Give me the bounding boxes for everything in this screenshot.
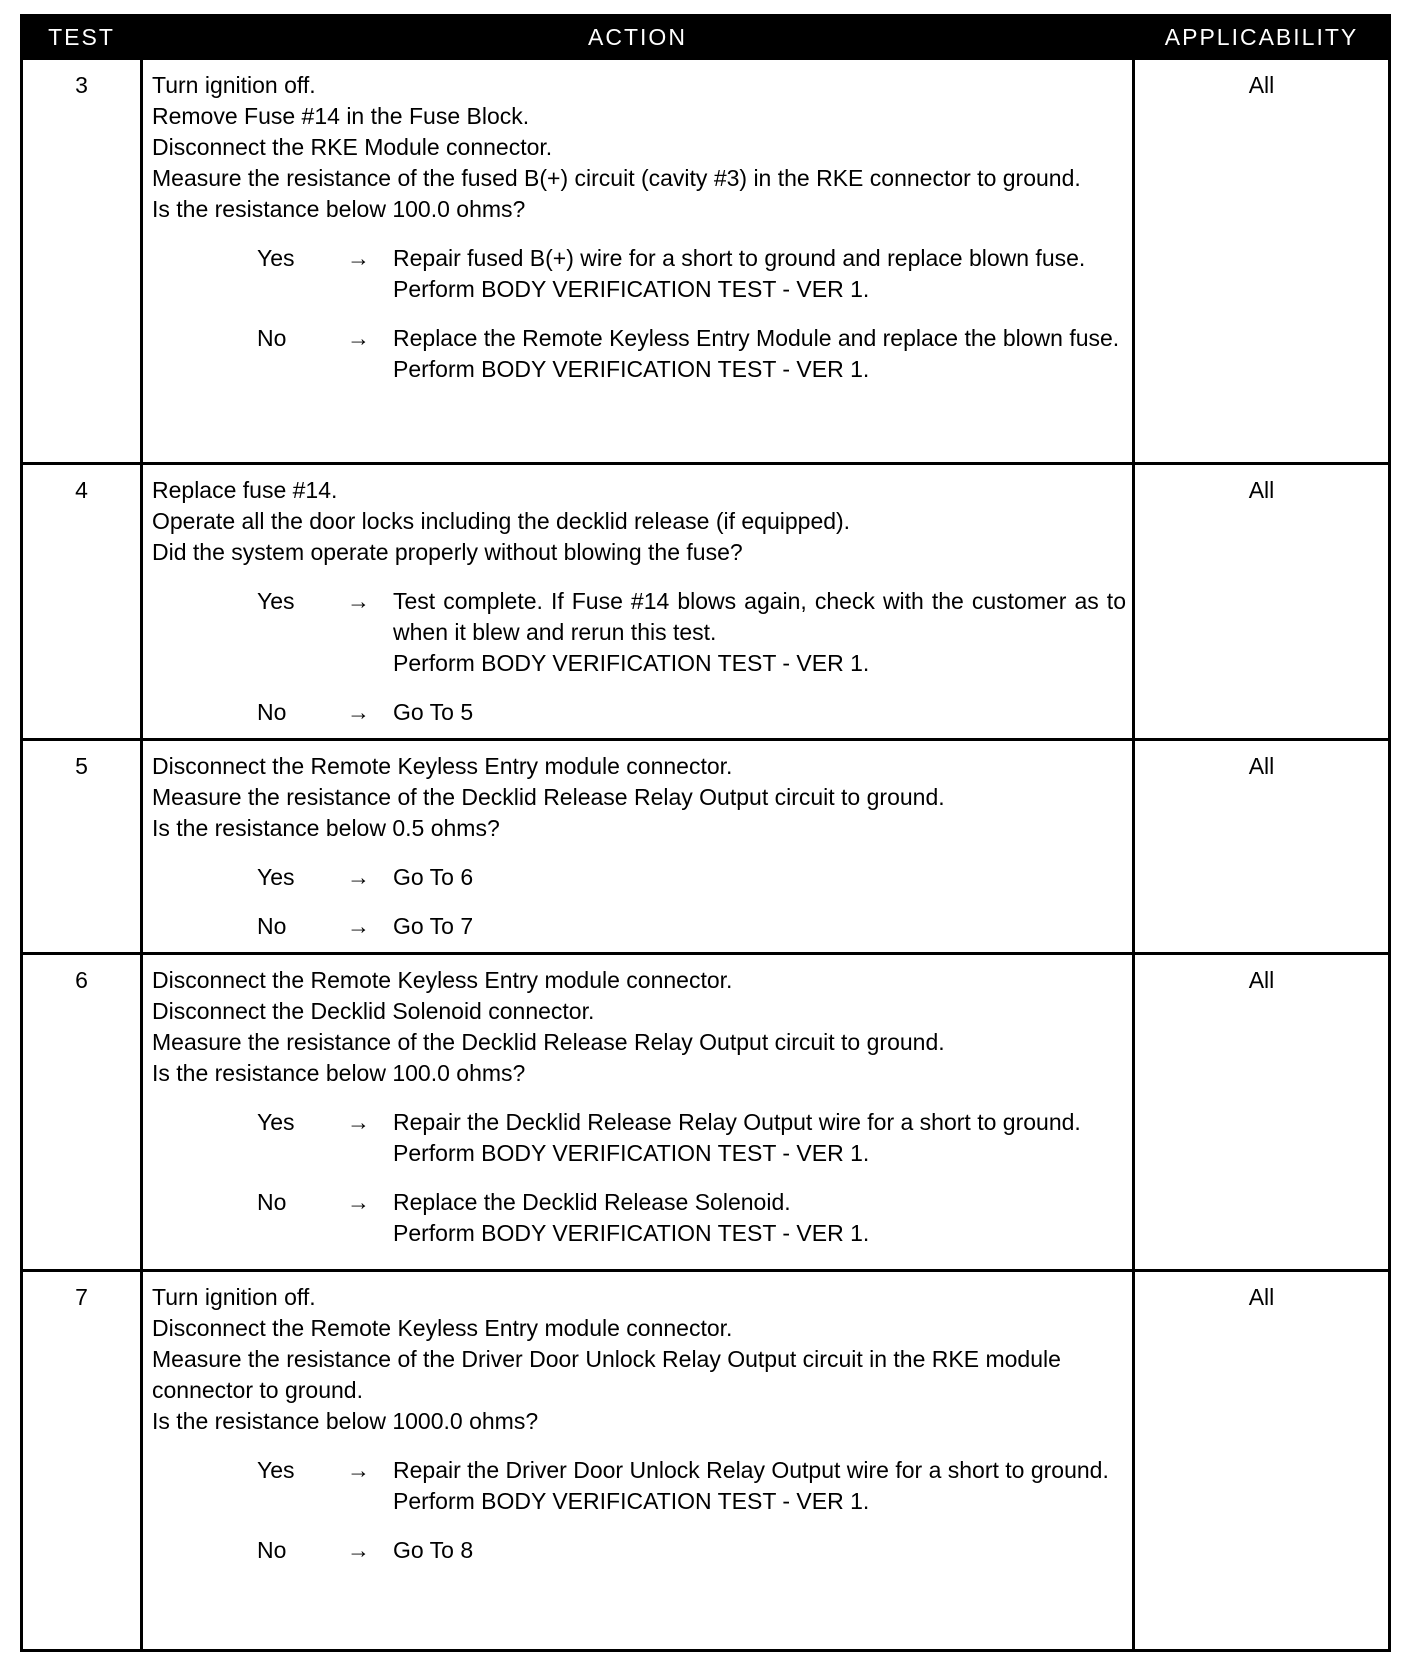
table-row (22, 740, 1390, 954)
yes-instruction: Repair the Driver Door Unlock Relay Output wire for a short to ground. (393, 1457, 1109, 1483)
test-number: 7 (22, 1271, 142, 1651)
no-instruction: Replace the Remote Keyless Entry Module and replace the blown fuse. (393, 325, 1120, 351)
no-followup: Perform BODY VERIFICATION TEST - VER 1. (393, 1220, 870, 1246)
no-outcome-text (393, 697, 1126, 728)
action-step: Is the resistance below 1000.0 ohms? (152, 1408, 539, 1434)
right-arrow-icon: → (347, 913, 370, 939)
action-step: Measure the resistance of the Driver Door Unlock Relay Output circuit in the RKE module connector to ground. (152, 1346, 1061, 1403)
yes-outcome (152, 243, 1126, 305)
action-cell (142, 954, 1134, 1271)
no-label: No (257, 1537, 287, 1563)
yes-label: Yes (257, 864, 295, 890)
right-arrow-icon: → (347, 1537, 370, 1563)
action-step: Turn ignition off. (152, 1284, 316, 1310)
header-test: TEST (22, 16, 142, 59)
no-outcome-text (393, 1535, 1126, 1566)
applicability-cell: All (1134, 464, 1390, 740)
yes-label: Yes (257, 1457, 295, 1483)
yes-outcome (152, 586, 1126, 679)
table-row (22, 59, 1390, 464)
yes-outcome-text (393, 1107, 1126, 1169)
applicability-cell: All (1134, 954, 1390, 1271)
table-row (22, 1271, 1390, 1651)
action-step: Is the resistance below 100.0 ohms? (152, 196, 526, 222)
action-cell (142, 59, 1134, 464)
no-outcome (152, 911, 1126, 942)
action-step: Disconnect the Decklid Solenoid connector. (152, 998, 595, 1024)
diagnostic-test-table (20, 14, 1388, 1652)
yes-outcome-text (393, 586, 1126, 679)
table-header-row (22, 16, 1390, 59)
header-applicability: APPLICABILITY (1134, 16, 1390, 59)
no-instruction: Go To 8 (393, 1537, 474, 1563)
yes-instruction: Repair the Decklid Release Relay Output wire for a short to ground. (393, 1109, 1081, 1135)
yes-instruction: Go To 6 (393, 864, 474, 890)
action-step: Measure the resistance of the Decklid Release Relay Output circuit to ground. (152, 1029, 945, 1055)
action-step: Disconnect the RKE Module connector. (152, 134, 553, 160)
no-followup: Perform BODY VERIFICATION TEST - VER 1. (393, 356, 870, 382)
right-arrow-icon: → (347, 245, 370, 271)
no-outcome (152, 1535, 1126, 1566)
no-outcome-text (393, 911, 1126, 942)
yes-outcome-text (393, 862, 1126, 893)
right-arrow-icon: → (347, 325, 370, 351)
no-outcome-text (393, 1187, 1126, 1249)
action-cell (142, 1271, 1134, 1651)
action-step: Disconnect the Remote Keyless Entry module connector. (152, 967, 733, 993)
yes-label: Yes (257, 1109, 295, 1135)
test-number: 3 (22, 59, 142, 464)
yes-followup: Perform BODY VERIFICATION TEST - VER 1. (393, 1488, 870, 1514)
yes-outcome-text (393, 243, 1126, 305)
yes-label: Yes (257, 245, 295, 271)
action-step: Did the system operate properly without blowing the fuse? (152, 539, 743, 565)
action-cell (142, 464, 1134, 740)
no-label: No (257, 913, 287, 939)
right-arrow-icon: → (347, 1457, 370, 1483)
yes-label: Yes (257, 588, 295, 614)
test-number: 5 (22, 740, 142, 954)
right-arrow-icon: → (347, 1189, 370, 1215)
right-arrow-icon: → (347, 1109, 370, 1135)
right-arrow-icon: → (347, 864, 370, 890)
applicability-cell: All (1134, 1271, 1390, 1651)
header-action: ACTION (142, 16, 1134, 59)
right-arrow-icon: → (347, 588, 370, 614)
no-outcome (152, 323, 1126, 385)
no-instruction: Go To 7 (393, 913, 474, 939)
table-row (22, 464, 1390, 740)
applicability-cell: All (1134, 740, 1390, 954)
action-cell (142, 740, 1134, 954)
action-step: Measure the resistance of the fused B(+) circuit (cavity #3) in the RKE connector to ground. (152, 165, 1081, 191)
action-step: Disconnect the Remote Keyless Entry module connector. (152, 1315, 733, 1341)
test-number: 6 (22, 954, 142, 1271)
yes-outcome (152, 1107, 1126, 1169)
action-step: Disconnect the Remote Keyless Entry module connector. (152, 753, 733, 779)
action-step: Replace fuse #14. (152, 477, 338, 503)
no-outcome (152, 697, 1126, 728)
no-outcome-text (393, 323, 1126, 385)
action-step: Is the resistance below 0.5 ohms? (152, 815, 500, 841)
action-step: Remove Fuse #14 in the Fuse Block. (152, 103, 530, 129)
no-instruction: Replace the Decklid Release Solenoid. (393, 1189, 791, 1215)
yes-outcome-text (393, 1455, 1126, 1517)
test-number: 4 (22, 464, 142, 740)
action-step: Turn ignition off. (152, 72, 316, 98)
action-step: Measure the resistance of the Decklid Release Relay Output circuit to ground. (152, 784, 945, 810)
no-label: No (257, 325, 287, 351)
no-instruction: Go To 5 (393, 699, 474, 725)
table-row (22, 954, 1390, 1271)
applicability-cell: All (1134, 59, 1390, 464)
yes-instruction: Repair fused B(+) wire for a short to ground and replace blown fuse. (393, 245, 1086, 271)
action-step: Is the resistance below 100.0 ohms? (152, 1060, 526, 1086)
yes-instruction: Test complete. If Fuse #14 blows again, check with the customer as to when it blew and rerun this test. (393, 588, 1126, 645)
no-label: No (257, 1189, 287, 1215)
no-label: No (257, 699, 287, 725)
no-outcome (152, 1187, 1126, 1249)
yes-followup: Perform BODY VERIFICATION TEST - VER 1. (393, 1140, 870, 1166)
right-arrow-icon: → (347, 699, 370, 725)
yes-followup: Perform BODY VERIFICATION TEST - VER 1. (393, 650, 870, 676)
action-step: Operate all the door locks including the decklid release (if equipped). (152, 508, 851, 534)
yes-followup: Perform BODY VERIFICATION TEST - VER 1. (393, 276, 870, 302)
yes-outcome (152, 862, 1126, 893)
yes-outcome (152, 1455, 1126, 1517)
